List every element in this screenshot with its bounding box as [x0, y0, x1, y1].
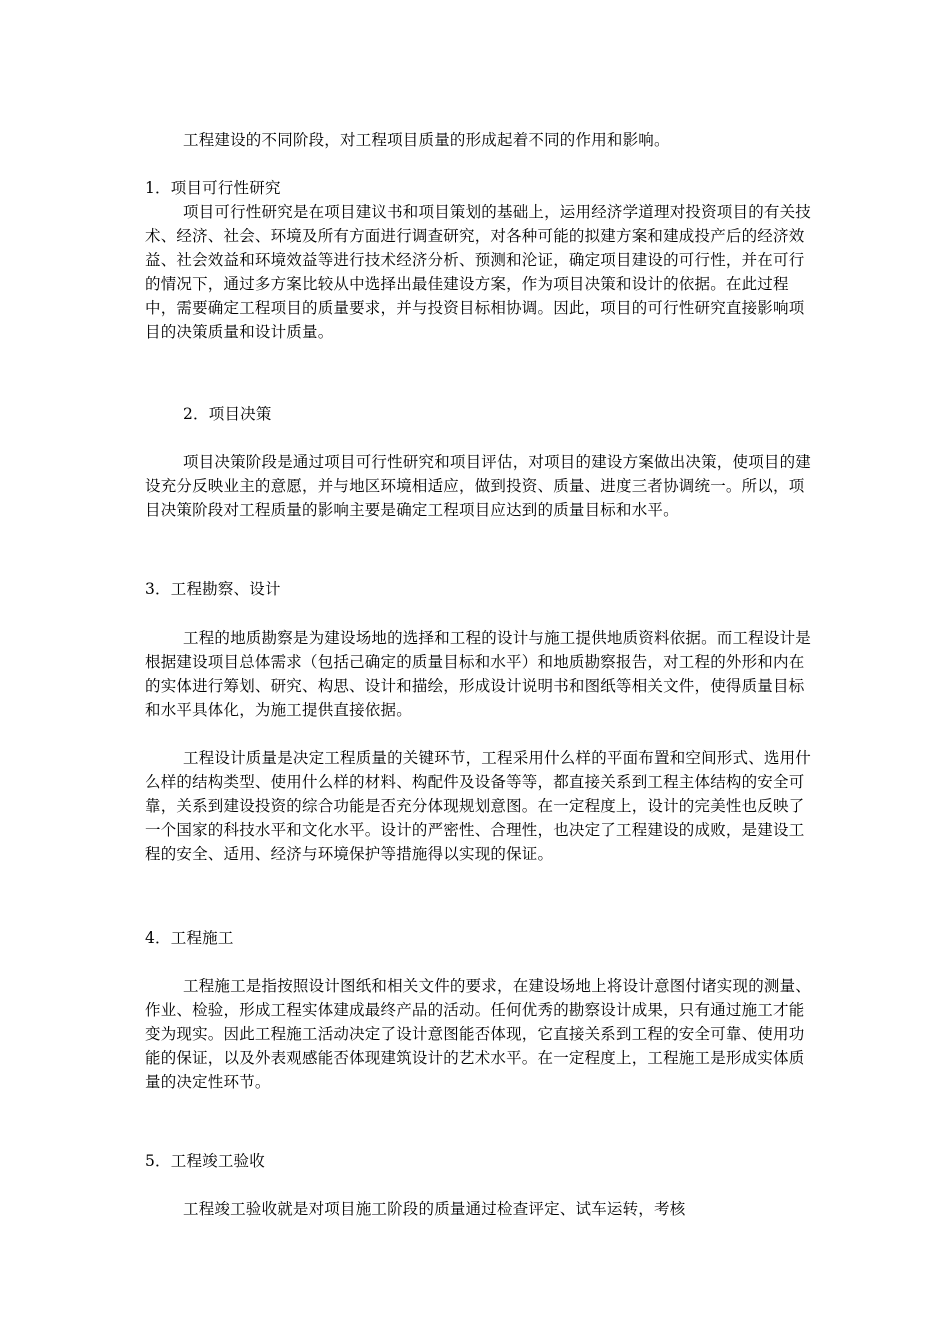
section-heading-construction: 4．工程施工: [145, 929, 234, 947]
section-heading-decision: 2．项目决策: [183, 405, 272, 423]
paragraph-construction: 工程施工是指按照设计图纸和相关文件的要求，在建设场地上将设计意图付诸实现的测量、作业、检验，形成工程实体建成最终产品的活动。任何优秀的勘察设计成果，只有通过施工才能变为现实。因此工程施工活动决定了设计意图能否体现，它直接关系到工程的安全可靠、使用功能的保证，以及外表观感能否体现建筑设计的艺术水平。在一定程度上，工程施工是形成实体质量的决定性环节。: [145, 977, 812, 1091]
paragraph-design-quality: 工程设计质量是决定工程质量的关键环节，工程采用什么样的平面布置和空间形式、选用什么样的结构类型、使用什么样的材料、构配件及设备等等，都直接关系到工程主体结构的安全可靠，关系到建设投资的综合功能是否充分体现规划意图。在一定程度上，设计的完美性也反映了一个国家的科技水平和文化水平。设计的严密性、合理性，也决定了工程建设的成败，是建设工程的安全、适用、经济与环境保护等措施得以实现的保证。: [145, 749, 812, 863]
section-heading-feasibility: 1．项目可行性研究: [145, 179, 281, 197]
paragraph-decision: 项目决策阶段是通过项目可行性研究和项目评估，对项目的建设方案做出决策，使项目的建设充分反映业主的意愿，并与地区环境相适应，做到投资、质量、进度三者协调统一。所以，项目决策阶段对工程质量的影响主要是确定工程项目应达到的质量目标和水平。: [145, 453, 812, 519]
intro-paragraph: 工程建设的不同阶段，对工程项目质量的形成起着不同的作用和影响。: [183, 131, 670, 149]
paragraph-acceptance: 工程竣工验收就是对项目施工阶段的质量通过检查评定、试车运转，考核: [183, 1200, 686, 1218]
section-heading-survey-design: 3．工程勘察、设计: [145, 580, 281, 598]
paragraph-feasibility: 项目可行性研究是在项目建议书和项目策划的基础上，运用经济学道理对投资项目的有关技术、经济、社会、环境及所有方面进行调查研究，对各种可能的拟建方案和建成投产后的经济效益、社会效益和环境效益等进行技术经济分析、预测和沦证，确定项目建设的可行性，并在可行的情况下，通过多方案比较从中选择出最佳建设方案，作为项目决策和设计的依据。在此过程中，需要确定工程项目的质量要求，并与投资目标相协调。因此，项目的可行性研究直接影响项目的决策质量和设计质量。: [145, 203, 812, 341]
paragraph-survey: 工程的地质勘察是为建设场地的选择和工程的设计与施工提供地质资料依据。而工程设计是根据建设项目总体需求（包括己确定的质量目标和水平）和地质勘察报告，对工程的外形和内在的实体进行筹划、研究、构思、设计和描绘，形成设计说明书和图纸等相关文件，使得质量目标和水平具体化，为施工提供直接依据。: [145, 629, 812, 719]
section-heading-acceptance: 5．工程竣工验收: [145, 1152, 265, 1170]
